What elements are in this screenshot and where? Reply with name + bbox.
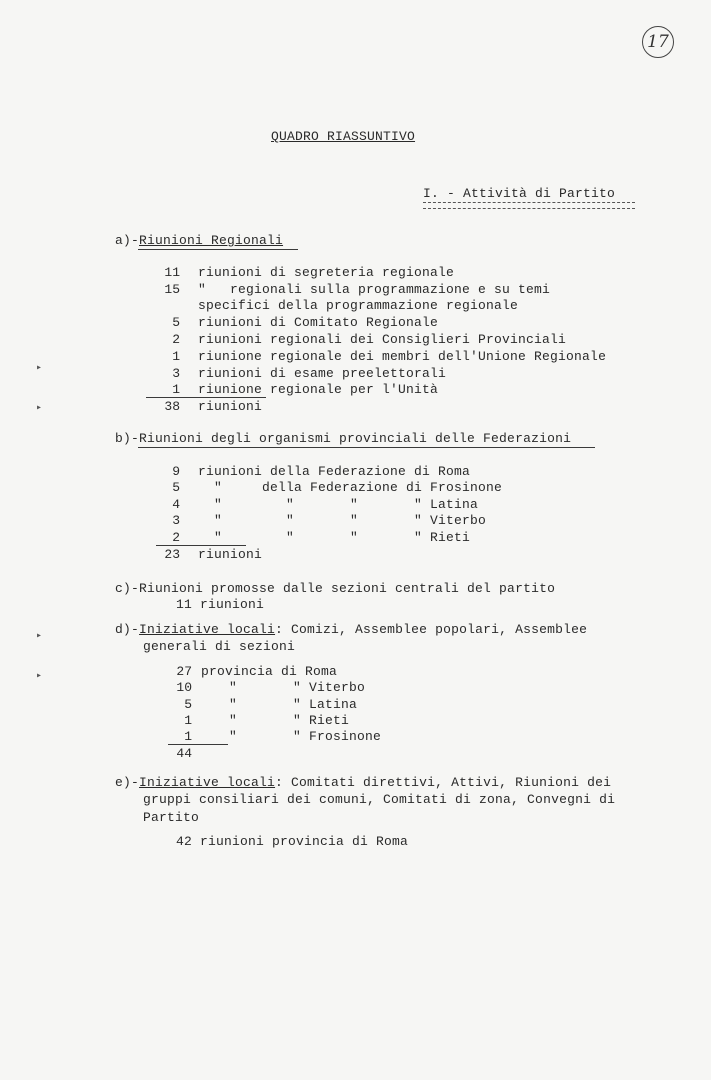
section-b-underline	[138, 447, 595, 448]
section-e-count: 42 riunioni provincia di Roma	[176, 834, 409, 849]
list-item-count: 1	[184, 713, 192, 728]
list-item-text: riunioni di Comitato Regionale	[198, 315, 439, 330]
list-item-text: riunioni regionali dei Consiglieri Provinciali	[198, 332, 567, 347]
page-number-stamp: 17	[642, 26, 674, 58]
list-item-count: 9	[172, 464, 180, 479]
list-item-count: 4	[172, 497, 180, 512]
margin-mark: ▸	[36, 403, 43, 414]
list-item-text: " " Latina	[221, 697, 358, 712]
total-label: riunioni	[198, 547, 263, 562]
list-item-count: 2	[172, 530, 180, 545]
list-item-text: riunione regionale dei membri dell'Unione Regionale	[198, 349, 607, 364]
section-a-heading: a)-Riunioni Regionali	[115, 233, 284, 248]
list-item-text: " regionali sulla programmazione e su temi	[198, 282, 551, 297]
list-item-count: 15	[164, 282, 180, 297]
section-b-heading: b)-Riunioni degli organismi provinciali delle Federazioni	[115, 431, 572, 446]
sum-line	[146, 397, 266, 398]
section-d-heading: d)-Iniziative locali: Comizi, Assemblee popolari, Assemblee	[115, 622, 588, 637]
list-item-text: " " " " Rieti	[198, 530, 471, 545]
section-e-subline: gruppi consiliari dei comuni, Comitati di zona, Convegni di	[143, 792, 616, 807]
list-item-count: 1	[172, 382, 180, 397]
list-item-text: riunioni di esame preelettorali	[198, 366, 447, 381]
list-item-text: " " Viterbo	[221, 680, 366, 695]
section-e-heading: e)-Iniziative locali: Comitati direttivi, Attivi, Riunioni dei	[115, 775, 612, 790]
total-count: 44	[176, 746, 192, 761]
list-item-count: 27	[176, 664, 192, 679]
list-item-text: specifici della programmazione regionale	[198, 298, 519, 313]
margin-mark: ▸	[36, 671, 43, 682]
margin-mark: ▸	[36, 631, 43, 642]
list-item-text: " della Federazione di Frosinone	[198, 480, 503, 495]
total-count: 38	[164, 399, 180, 414]
list-item-count: 3	[172, 513, 180, 528]
section-c-count: 11 riunioni	[176, 597, 265, 612]
section-c-heading: c)-Riunioni promosse dalle sezioni centrali del partito	[115, 581, 556, 596]
list-item-text: riunioni della Federazione di Roma	[198, 464, 471, 479]
list-item-count: 1	[184, 729, 192, 744]
list-item-text: riunioni di segreteria regionale	[198, 265, 455, 280]
section-heading: I. - Attività di Partito	[423, 186, 616, 201]
list-item-text: " " Rieti	[221, 713, 350, 728]
list-item-count: 2	[172, 332, 180, 347]
list-item-count: 1	[172, 349, 180, 364]
list-item-count: 11	[164, 265, 180, 280]
list-item-text: " " " " Viterbo	[198, 513, 487, 528]
section-a-underline	[138, 249, 298, 250]
list-item-count: 5	[184, 697, 192, 712]
list-item-count: 5	[172, 315, 180, 330]
list-item-count: 10	[176, 680, 192, 695]
margin-mark: ▸	[36, 363, 43, 374]
total-count: 23	[164, 547, 180, 562]
sum-line	[168, 744, 228, 745]
list-item-count: 5	[172, 480, 180, 495]
sum-line	[156, 545, 246, 546]
list-item-count: 3	[172, 366, 180, 381]
section-d-subline: generali di sezioni	[143, 639, 296, 654]
total-label: riunioni	[198, 399, 263, 414]
list-item-text: " " " " Latina	[198, 497, 479, 512]
list-item-text: riunione regionale per l'Unità	[198, 382, 439, 397]
list-item-text: " " Frosinone	[221, 729, 382, 744]
page-title: QUADRO RIASSUNTIVO	[271, 129, 416, 144]
double-underline	[423, 202, 635, 209]
section-e-subline: Partito	[143, 810, 200, 825]
list-item-text: provincia di Roma	[201, 664, 338, 679]
